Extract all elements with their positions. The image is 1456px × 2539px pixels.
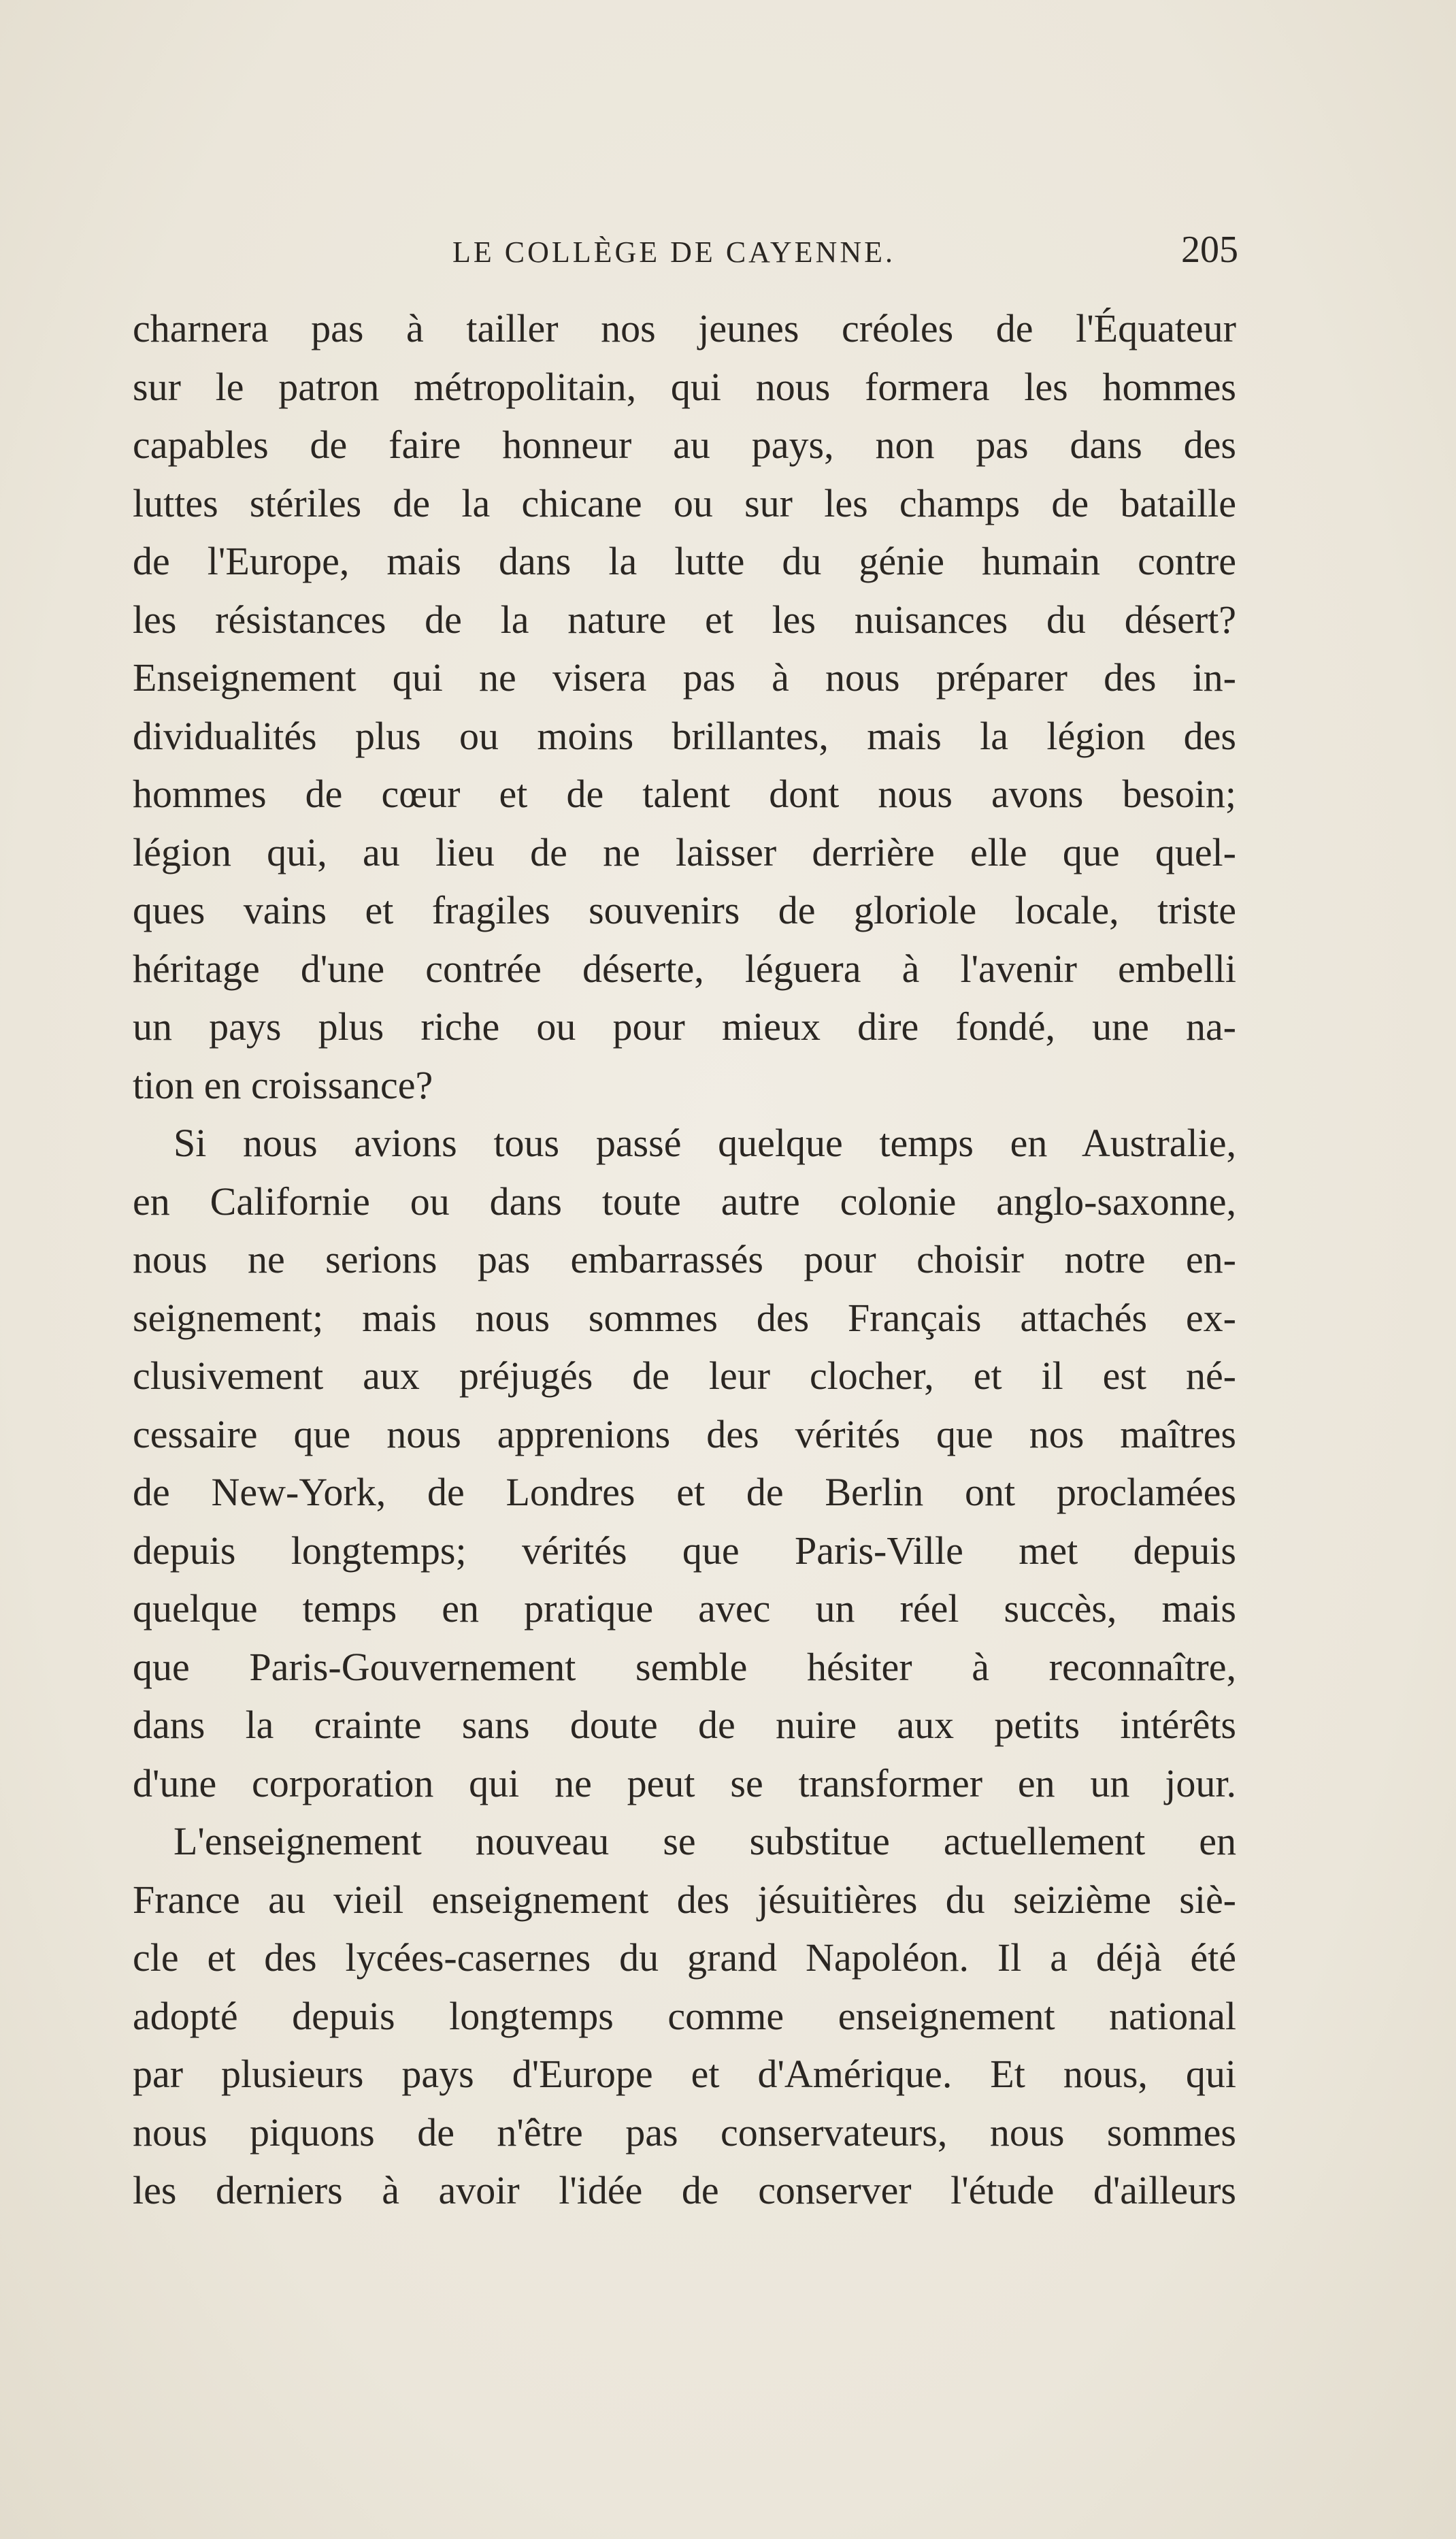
text-line: dividualités plus ou moins brillantes, mais la légion des xyxy=(133,713,1236,758)
text-line: depuis longtemps; vérités que Paris-Ville met depuis xyxy=(133,1528,1236,1573)
running-title: LE COLLÈGE DE CAYENNE. xyxy=(452,235,895,269)
text-line: dans la crainte sans doute de nuire aux petits intérêts xyxy=(133,1703,1236,1747)
text-line: adopté depuis longtemps comme enseignement national xyxy=(133,1993,1236,2038)
text-line: de l'Europe, mais dans la lutte du génie humain contre xyxy=(133,539,1236,583)
text-line: légion qui, au lieu de ne laisser derrière elle que quel- xyxy=(133,830,1236,874)
text-line: capables de faire honneur au pays, non pas dans des xyxy=(133,423,1236,467)
text-line: nous ne serions pas embarrassés pour choisir notre en- xyxy=(133,1237,1236,1281)
page-header xyxy=(133,228,1238,276)
text-line: charnera pas à tailler nos jeunes créoles de l'Équateur xyxy=(133,306,1236,350)
page-body-text xyxy=(133,299,1236,2220)
text-line: cessaire que nous apprenions des vérités que nos maîtres xyxy=(133,1411,1236,1456)
text-line: luttes stériles de la chicane ou sur les champs de bataille xyxy=(133,480,1236,525)
text-line: tion en croissance? xyxy=(133,1062,433,1107)
text-line: quelque temps en pratique avec un réel succès, mais xyxy=(133,1586,1236,1631)
text-line: que Paris-Gouvernement semble hésiter à reconnaître, xyxy=(133,1644,1236,1689)
text-line: nous piquons de n'être pas conservateurs, nous sommes xyxy=(133,2110,1236,2155)
text-line: ques vains et fragiles souvenirs de gloriole locale, triste xyxy=(133,888,1236,932)
text-line: clusivement aux préjugés de leur clocher, et il est né- xyxy=(133,1354,1236,1398)
text-line: de New-York, de Londres et de Berlin ont proclamées xyxy=(133,1470,1236,1514)
text-line: héritage d'une contrée déserte, léguera à l'avenir embelli xyxy=(133,946,1236,991)
text-line: par plusieurs pays d'Europe et d'Amérique. Et nous, qui xyxy=(133,2052,1236,2096)
text-line: les derniers à avoir l'idée de conserver l'étude d'ailleurs xyxy=(133,2168,1236,2212)
text-line: sur le patron métropolitain, qui nous formera les hommes xyxy=(133,364,1236,409)
text-line: Enseignement qui ne visera pas à nous préparer des in- xyxy=(133,655,1236,700)
page-number: 205 xyxy=(1181,229,1238,271)
text-line: cle et des lycées-casernes du grand Napoléon. Il a déjà été xyxy=(133,1935,1236,1980)
text-line: L'enseignement nouveau se substitue actuellement en xyxy=(173,1819,1236,1863)
text-line: en Californie ou dans toute autre colonie anglo-saxonne, xyxy=(133,1179,1236,1224)
text-line: seignement; mais nous sommes des Français attachés ex- xyxy=(133,1295,1236,1340)
text-line: d'une corporation qui ne peut se transformer en un jour. xyxy=(133,1760,1236,1805)
text-line: France au vieil enseignement des jésuitières du seizième siè- xyxy=(133,1877,1236,1922)
text-line: Si nous avions tous passé quelque temps en Australie, xyxy=(173,1121,1236,1165)
text-line: les résistances de la nature et les nuisances du désert? xyxy=(133,597,1236,642)
text-line: hommes de cœur et de talent dont nous avons besoin; xyxy=(133,772,1236,816)
text-line: un pays plus riche ou pour mieux dire fondé, une na- xyxy=(133,1004,1236,1049)
